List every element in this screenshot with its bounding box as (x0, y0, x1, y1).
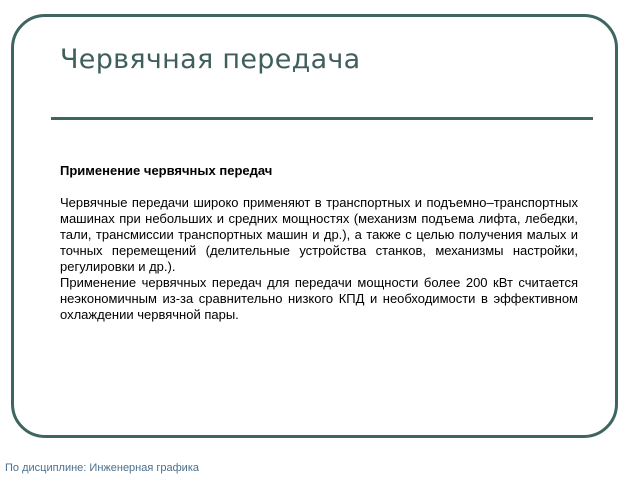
title-divider (51, 117, 593, 120)
footer-note: По дисциплине: Инженерная графика (5, 462, 199, 474)
slide-content (60, 163, 578, 323)
content-heading: Применение червячных передач (60, 163, 273, 178)
slide-title: Червячная передача (60, 44, 361, 75)
content-spacer (60, 179, 578, 195)
content-paragraph-1: Червячные передачи широко применяют в транспортных и подъемно–транспортных машинах при небольших и средних мощностях (механизм подъема лифта, лебедки, тали, трансмиссии транспортных машин и др.), а также с целью получения малых и точных перемещений (делительные устройства станков, механизмы настройки, регулировки и др.). (60, 195, 578, 274)
content-paragraph-2: Применение червячных передач для передачи мощности более 200 кВт считается неэкономичным из-за сравнительно низкого КПД и необходимости в эффективном охлаждении червячной пары. (60, 275, 578, 322)
